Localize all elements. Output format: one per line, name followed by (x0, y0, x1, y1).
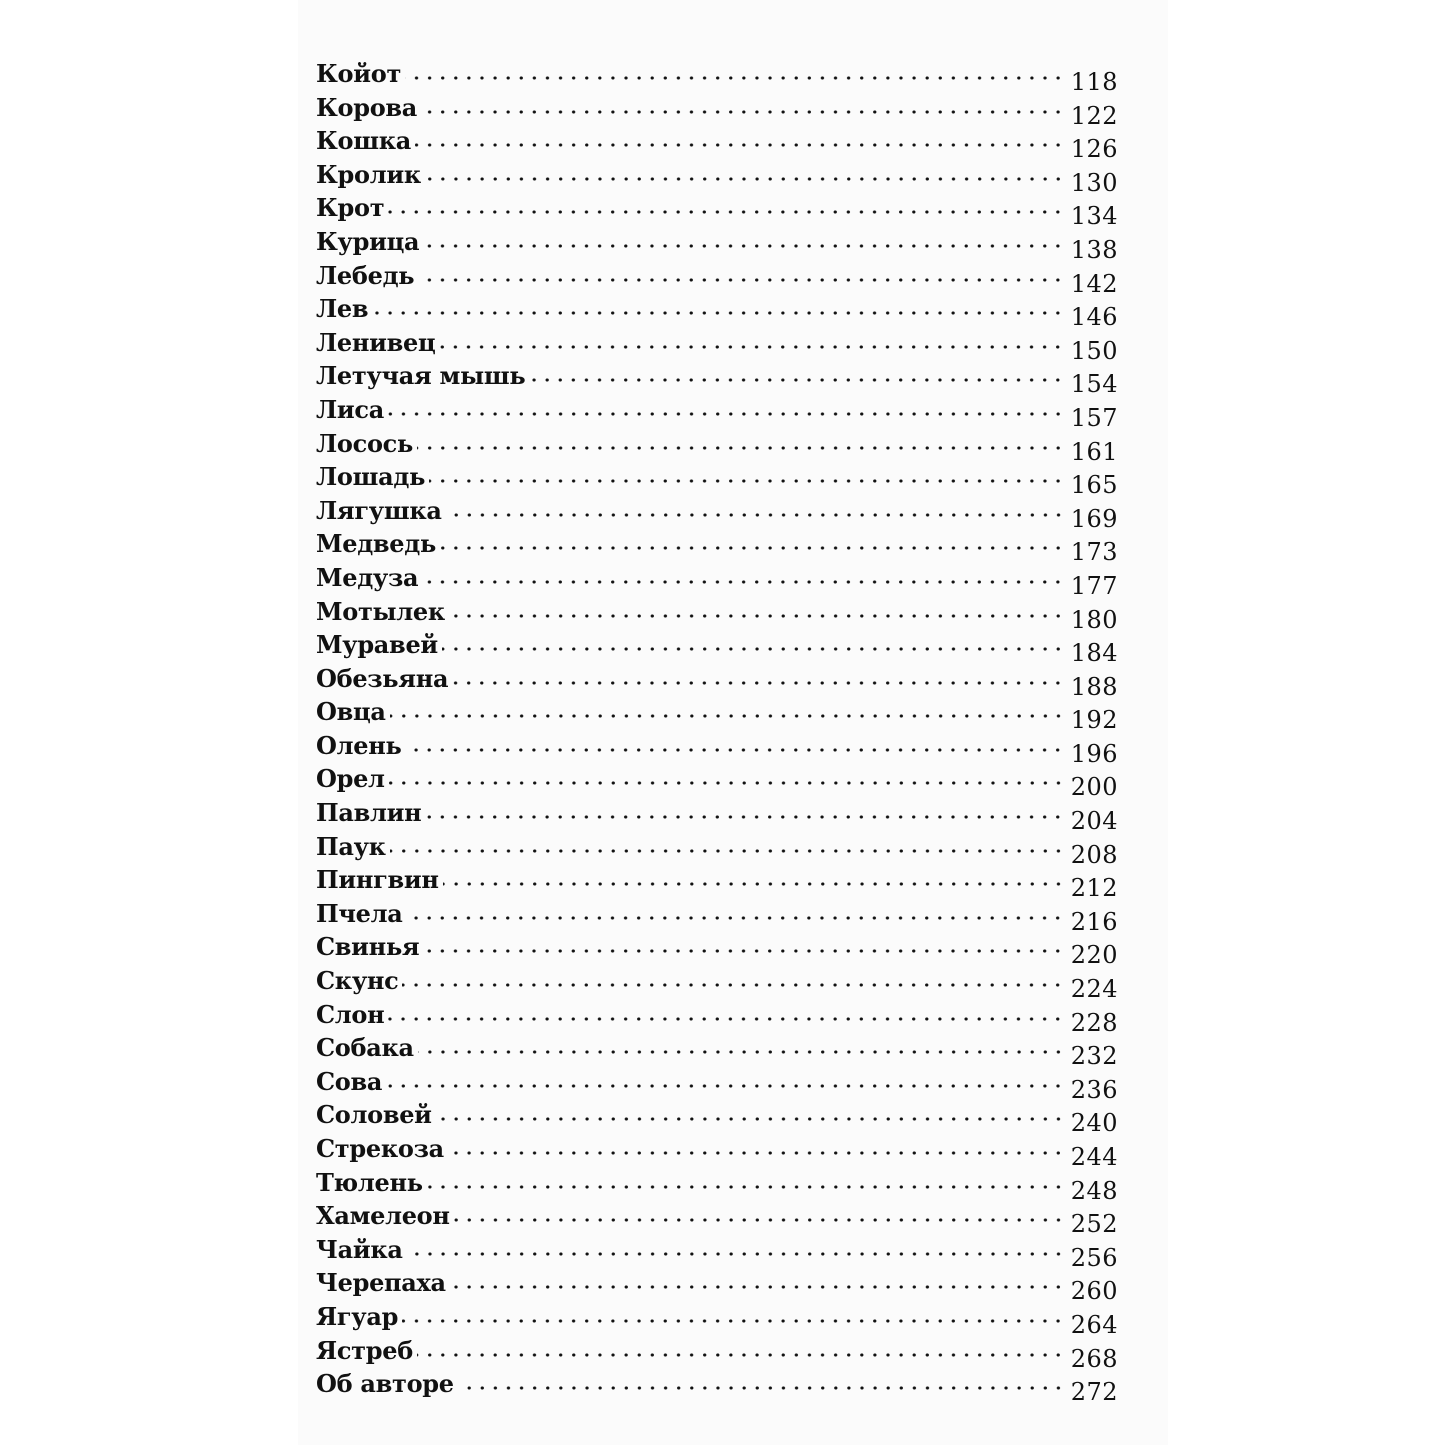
toc-entry (316, 1065, 1118, 1104)
toc-entry-page-number: 154 (1070, 370, 1118, 399)
dot-leader (417, 1352, 1065, 1358)
toc-entry (316, 393, 1118, 432)
dot-leader (439, 344, 1064, 350)
toc-entry-page-number: 216 (1070, 907, 1118, 936)
toc-entry-title: Лошадь (316, 462, 426, 492)
dot-leader (407, 1251, 1065, 1257)
dot-leader (423, 243, 1064, 249)
toc-entry-page-number: 138 (1070, 235, 1118, 264)
toc-entry (316, 359, 1118, 399)
toc-entry-title: Лиса (316, 394, 384, 424)
toc-entry (316, 662, 1118, 701)
toc-entry-page-number: 272 (1070, 1378, 1118, 1407)
toc-entry-page-number: 188 (1070, 672, 1118, 701)
dot-leader (448, 1150, 1065, 1156)
toc-entry-title: Медведь (316, 529, 436, 559)
toc-entry (316, 1031, 1118, 1071)
toc-entry-page-number: 232 (1070, 1042, 1118, 1071)
toc-entry-page-number: 240 (1070, 1109, 1118, 1138)
toc-entry-page-number: 173 (1070, 538, 1118, 567)
dot-leader (390, 848, 1065, 854)
toc-entry (316, 897, 1118, 936)
toc-entry (316, 460, 1118, 500)
toc-entry-title: Овца (316, 697, 386, 727)
toc-entry-title: Павлин (316, 798, 422, 828)
toc-entry-page-number: 184 (1070, 639, 1118, 668)
toc-entry-title: Летучая мышь (316, 361, 526, 391)
dot-leader (390, 713, 1065, 719)
dot-leader (452, 680, 1064, 686)
toc-entry (316, 1166, 1118, 1205)
toc-entry-page-number: 236 (1070, 1075, 1118, 1104)
toc-entry-title: Лосось (316, 428, 413, 458)
dot-leader (418, 1049, 1065, 1055)
toc-entry (316, 998, 1118, 1037)
toc-entry-page-number: 126 (1070, 135, 1118, 164)
toc-entry-page-number: 157 (1070, 403, 1118, 432)
toc-entry-page-number: 220 (1070, 941, 1118, 970)
toc-entry-title: Мотылек (316, 596, 445, 626)
toc-entry (316, 964, 1118, 1004)
toc-entry (316, 930, 1118, 970)
toc-entry (316, 1300, 1118, 1339)
dot-leader (418, 277, 1064, 283)
toc-entry-title: Ястреб (316, 1335, 413, 1365)
toc-entry-page-number: 142 (1070, 269, 1118, 298)
toc-entry (316, 863, 1118, 903)
toc-entry-title: Корова (316, 92, 418, 122)
toc-entry (316, 158, 1118, 197)
dot-leader (388, 1016, 1064, 1022)
toc-entry (316, 124, 1118, 164)
dot-leader (440, 545, 1065, 551)
dot-leader (402, 982, 1064, 988)
toc-entry (316, 1098, 1118, 1138)
dot-leader (436, 1116, 1065, 1122)
toc-entry-page-number: 248 (1070, 1176, 1118, 1205)
dot-leader (450, 1284, 1065, 1290)
toc-entry (316, 494, 1118, 533)
table-of-contents (316, 57, 1118, 1407)
toc-entry-title: Медуза (316, 562, 419, 592)
dot-leader (458, 1385, 1065, 1391)
toc-entry-page-number: 118 (1070, 68, 1118, 96)
toc-entry-page-number: 228 (1070, 1008, 1118, 1037)
dot-leader (417, 445, 1065, 451)
toc-entry-page-number: 134 (1070, 202, 1118, 231)
toc-entry (316, 1199, 1118, 1239)
toc-entry-title: Крот (316, 193, 385, 223)
dot-leader (421, 109, 1065, 115)
dot-leader (372, 310, 1064, 316)
toc-entry-page-number: 244 (1070, 1143, 1118, 1171)
toc-entry (316, 796, 1118, 836)
toc-entry-page-number: 212 (1070, 874, 1118, 903)
toc-entry (316, 1334, 1118, 1373)
toc-entry-page-number: 192 (1070, 706, 1118, 735)
dot-leader (405, 75, 1065, 81)
toc-entry (316, 762, 1118, 802)
toc-entry (316, 595, 1118, 634)
toc-entry (316, 259, 1118, 298)
toc-entry-title: Соловей (316, 1100, 432, 1130)
toc-entry-title: Кролик (316, 159, 421, 189)
toc-entry-title: Койот (316, 59, 402, 88)
toc-entry-page-number: 130 (1070, 168, 1118, 197)
toc-entry-title: Тюлень (316, 1167, 423, 1197)
toc-entry-title: Сова (316, 1066, 383, 1096)
toc-entry-title: Хамелеон (316, 1201, 450, 1231)
dot-leader (405, 747, 1064, 753)
toc-entry-title: Лев (316, 294, 369, 324)
dot-leader (454, 1217, 1065, 1223)
toc-entry-page-number: 146 (1070, 303, 1118, 332)
dot-leader (415, 142, 1065, 148)
toc-entry-title: Ягуар (316, 1301, 399, 1331)
dot-leader (427, 1184, 1065, 1190)
toc-entry-title: Лягушка (316, 495, 442, 525)
toc-entry (316, 91, 1118, 130)
toc-entry-page-number: 204 (1070, 807, 1118, 836)
toc-entry (316, 191, 1118, 231)
toc-entry-title: Стрекоза (316, 1134, 444, 1163)
toc-entry-title: Пчела (316, 898, 403, 928)
toc-entry-title: Собака (316, 1033, 414, 1063)
toc-entry-title: Обезьяна (316, 663, 449, 693)
toc-entry (316, 729, 1118, 768)
toc-entry-title: Олень (316, 730, 402, 760)
toc-entry (316, 628, 1118, 668)
dot-leader (423, 948, 1064, 954)
dot-leader (446, 512, 1065, 518)
toc-entry-page-number: 196 (1070, 739, 1118, 768)
dot-leader (422, 579, 1064, 585)
toc-entry-page-number: 161 (1070, 437, 1118, 466)
toc-entry-page-number: 268 (1070, 1344, 1118, 1373)
toc-entry (316, 292, 1118, 332)
dot-leader (406, 915, 1064, 921)
toc-entry-title: Кошка (316, 126, 412, 156)
toc-entry-page-number: 208 (1070, 840, 1118, 869)
toc-entry (316, 561, 1118, 600)
toc-entry-page-number: 224 (1070, 975, 1118, 1004)
toc-entry (316, 427, 1118, 466)
toc-entry (316, 1266, 1118, 1306)
toc-entry (316, 1233, 1118, 1272)
toc-entry-page-number: 200 (1070, 773, 1118, 802)
toc-entry (316, 225, 1118, 264)
toc-entry (316, 326, 1118, 365)
toc-entry-title: Паук (316, 831, 386, 861)
toc-entry (316, 1132, 1118, 1171)
toc-entry (316, 695, 1118, 735)
dot-leader (425, 176, 1065, 182)
dot-leader (442, 646, 1065, 652)
toc-entry-page-number: 256 (1070, 1243, 1118, 1272)
dot-leader (429, 478, 1065, 484)
toc-entry-title: Орел (316, 764, 385, 794)
toc-entry-title: Лебедь (316, 260, 415, 290)
toc-entry-page-number: 264 (1070, 1310, 1118, 1339)
toc-entry-title: Курица (316, 226, 420, 256)
toc-entry-title: Слон (316, 999, 385, 1029)
dot-leader (388, 411, 1065, 417)
toc-entry (316, 527, 1118, 567)
toc-entry-title: Пингвин (316, 865, 439, 895)
toc-entry (316, 830, 1118, 869)
dot-leader (389, 780, 1065, 786)
toc-entry-title: Скунс (316, 966, 399, 996)
toc-entry-page-number: 122 (1070, 101, 1118, 130)
toc-entry-page-number: 180 (1070, 605, 1118, 634)
toc-entry (316, 1367, 1118, 1407)
toc-entry-title: Чайка (316, 1234, 403, 1264)
dot-leader (443, 881, 1065, 887)
toc-entry-page-number: 252 (1070, 1210, 1118, 1239)
toc-entry-title: Об авторе (316, 1369, 454, 1399)
dot-leader (402, 1318, 1065, 1324)
dot-leader (386, 1083, 1065, 1089)
toc-entry-title: Черепаха (316, 1268, 446, 1298)
toc-entry-title: Ленивец (316, 327, 436, 357)
toc-entry-title: Муравей (316, 630, 438, 660)
toc-entry-title: Свинья (316, 932, 420, 962)
dot-leader (425, 814, 1064, 820)
toc-entry-page-number: 165 (1070, 471, 1118, 500)
dot-leader (388, 209, 1064, 215)
toc-entry-page-number: 177 (1070, 571, 1118, 600)
toc-entry-page-number: 150 (1070, 336, 1118, 365)
dot-leader (529, 377, 1064, 383)
toc-entry (316, 57, 1118, 96)
toc-entry-page-number: 260 (1070, 1277, 1118, 1306)
dot-leader (449, 613, 1065, 619)
toc-entry-page-number: 169 (1070, 504, 1118, 533)
